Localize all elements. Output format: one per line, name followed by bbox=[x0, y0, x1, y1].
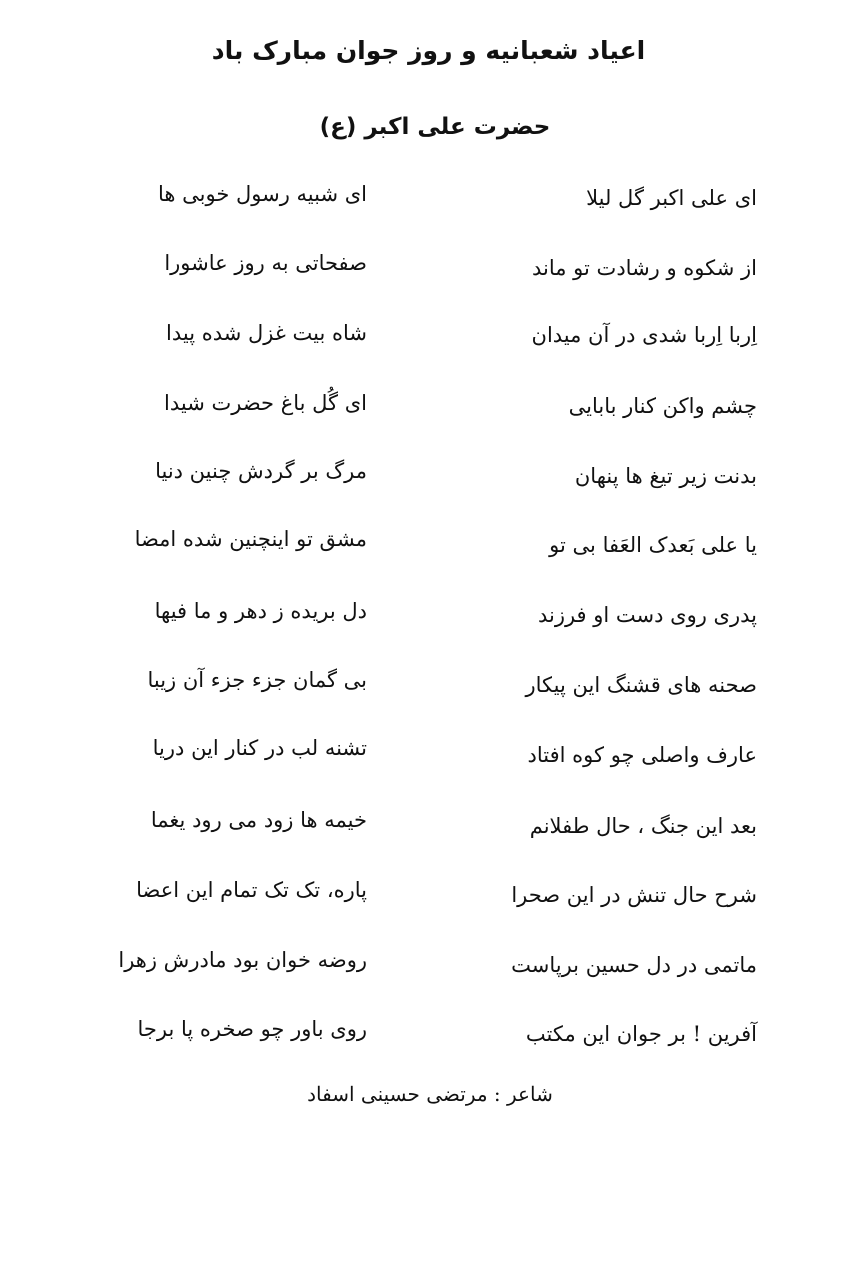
verse-right-5: بدنت زیر تیغ ها پنهان bbox=[574, 464, 757, 488]
verse-left-5: مرگ بر گردش چنین دنیا bbox=[155, 459, 367, 483]
verse-right-11: شرح حال تنش در این صحرا bbox=[511, 883, 757, 907]
verse-right-7: پدری روی دست او فرزند bbox=[537, 603, 757, 627]
verse-left-1: ای شبیه رسول خوبی ها bbox=[158, 182, 367, 206]
verse-left-9: تشنه لب در کنار این دریا bbox=[152, 736, 367, 760]
verse-right-13: آفرین ! بر جوان این مکتب bbox=[525, 1022, 757, 1046]
verse-left-4: ای گُل باغ حضرت شیدا bbox=[164, 391, 367, 415]
verse-right-4: چشم واکن کنار بابایی bbox=[568, 394, 757, 418]
verse-right-2: از شکوه و رشادت تو ماند bbox=[531, 256, 757, 280]
verse-right-12: ماتمی در دل حسین برپاست bbox=[511, 953, 757, 977]
verse-right-3: اِربا اِربا شدی در آن میدان bbox=[531, 323, 757, 347]
verse-left-10: خیمه ها زود می رود یغما bbox=[150, 808, 367, 832]
verse-left-8: بی گمان جزء جزء آن زیبا bbox=[147, 668, 367, 692]
verse-right-10: بعد این جنگ ، حال طفلانم bbox=[529, 814, 757, 838]
verse-right-9: عارف واصلی چو کوه افتاد bbox=[527, 743, 757, 767]
verse-right-1: ای علی اکبر گل لیلا bbox=[586, 186, 757, 210]
verse-left-13: روی باور چو صخره پا برجا bbox=[137, 1017, 367, 1041]
verse-left-6: مشق تو اینچنین شده امضا bbox=[134, 527, 367, 551]
poet-credit: شاعر : مرتضی حسینی اسفاد bbox=[307, 1082, 553, 1106]
verse-left-3: شاه بیت غزل شده پیدا bbox=[166, 321, 367, 345]
verse-left-7: دل بریده ز دهر و ما فیها bbox=[154, 599, 367, 623]
verse-left-12: روضه خوان بود مادرش زهرا bbox=[118, 948, 367, 972]
verse-right-6: یا علی بَعدک العَفا بی تو bbox=[549, 533, 757, 557]
poem-subtitle: حضرت علی اکبر (ع) bbox=[319, 114, 551, 140]
verse-right-8: صحنه های قشنگ این پیکار bbox=[525, 673, 757, 697]
verse-left-11: پاره، تک تک تمام این اعضا bbox=[136, 878, 367, 902]
verse-left-2: صفحاتی به روز عاشورا bbox=[164, 251, 367, 275]
page-title: اعیاد شعبانیه و روز جوان مبارک باد bbox=[211, 36, 646, 65]
